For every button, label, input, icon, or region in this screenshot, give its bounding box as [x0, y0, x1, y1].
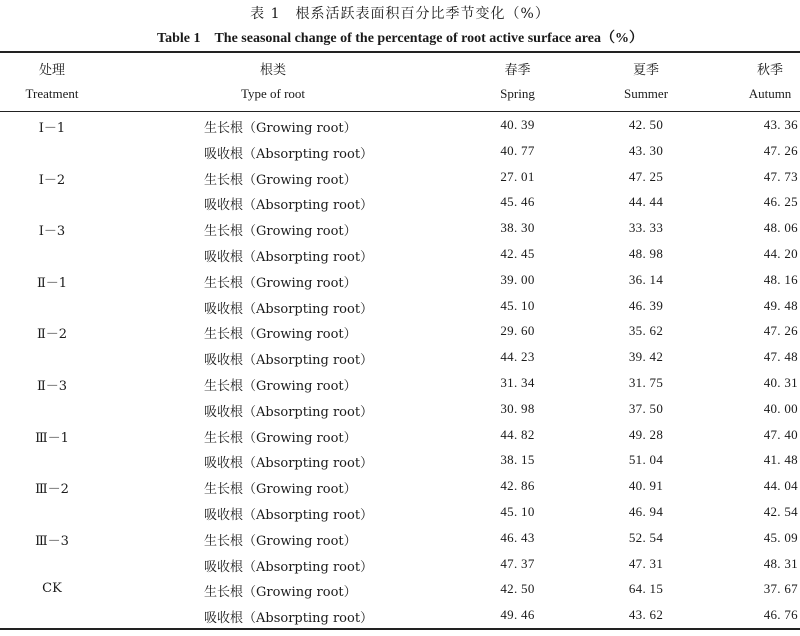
- header-autumn-cn: 秋季: [756, 63, 783, 78]
- cell-root-type: 生长根（Growing root）: [204, 430, 357, 446]
- cell-spring: 31. 34: [500, 374, 535, 390]
- cell-autumn: 45. 09: [763, 529, 798, 545]
- table-row: [0, 319, 800, 345]
- table-row: [0, 216, 800, 242]
- cell-summer: 33. 33: [628, 220, 664, 236]
- cell-autumn: 44. 04: [763, 478, 798, 494]
- cell-treatment: Ⅲ－1: [35, 430, 69, 446]
- table-bottom-rule: [0, 628, 800, 630]
- header-divider-rule: [0, 111, 800, 112]
- cell-spring: 44. 23: [500, 349, 535, 365]
- header-autumn-en: Autumn: [748, 86, 792, 101]
- cell-spring: 40. 77: [500, 142, 535, 158]
- cell-root-type: 生长根（Growing root）: [204, 275, 357, 291]
- cell-autumn: 37. 67: [763, 581, 798, 597]
- cell-spring: 47. 37: [500, 555, 535, 571]
- cell-spring: 38. 30: [500, 220, 535, 236]
- cell-root-type: 生长根（Growing root）: [204, 533, 357, 549]
- cell-autumn: 46. 25: [763, 194, 798, 210]
- table-row: [0, 190, 800, 216]
- cell-spring: 45. 46: [500, 194, 535, 210]
- header-summer: [596, 59, 696, 105]
- cell-root-type: 生长根（Growing root）: [204, 585, 357, 601]
- table-row: [0, 268, 800, 294]
- table-title-english: Table 1 The seasonal change of the percentage of root active surface area（%）: [157, 31, 643, 46]
- table-row: [0, 448, 800, 474]
- header-summer-en: Summer: [623, 86, 669, 101]
- cell-summer: 49. 28: [628, 426, 664, 442]
- cell-autumn: 44. 20: [763, 245, 798, 261]
- table-row: [0, 113, 800, 139]
- cell-spring: 39. 00: [500, 271, 535, 287]
- cell-autumn: 46. 76: [763, 607, 798, 623]
- cell-autumn: 48. 31: [763, 555, 798, 571]
- cell-treatment: Ⅲ－2: [35, 482, 69, 498]
- cell-autumn: 42. 54: [763, 503, 798, 519]
- cell-treatment: CK: [42, 581, 62, 597]
- table-body: [0, 113, 800, 629]
- cell-spring: 46. 43: [500, 529, 535, 545]
- cell-summer: 51. 04: [628, 452, 664, 468]
- cell-spring: 45. 10: [500, 503, 535, 519]
- cell-spring: 29. 60: [500, 323, 535, 339]
- cell-summer: 39. 42: [628, 349, 664, 365]
- cell-autumn: 40. 31: [763, 374, 798, 390]
- cell-root-type: 吸收根（Absorpting root）: [204, 456, 374, 472]
- cell-summer: 46. 94: [628, 503, 664, 519]
- cell-summer: 48. 98: [628, 245, 664, 261]
- cell-spring: 30. 98: [500, 400, 535, 416]
- cell-root-type: 生长根（Growing root）: [204, 121, 357, 136]
- table-row: [0, 165, 800, 191]
- cell-spring: 49. 46: [500, 607, 535, 623]
- header-autumn: [740, 59, 800, 105]
- header-spring: [470, 59, 565, 105]
- cell-treatment: Ⅱ－2: [36, 327, 68, 343]
- cell-spring: 40. 39: [500, 117, 535, 132]
- cell-treatment: Ⅱ－1: [36, 275, 68, 291]
- cell-spring: 44. 82: [500, 426, 535, 442]
- cell-summer: 52. 54: [628, 529, 664, 545]
- cell-summer: 44. 44: [628, 194, 664, 210]
- cell-root-type: 吸收根（Absorpting root）: [204, 249, 374, 265]
- cell-summer: 43. 30: [628, 142, 664, 158]
- cell-autumn: 47. 26: [763, 323, 798, 339]
- cell-root-type: 生长根（Growing root）: [204, 172, 357, 188]
- cell-summer: 35. 62: [628, 323, 664, 339]
- cell-autumn: 49. 48: [763, 297, 798, 313]
- table-row: [0, 345, 800, 371]
- cell-autumn: 47. 26: [763, 142, 798, 158]
- header-summer-cn: 夏季: [632, 63, 659, 78]
- cell-spring: 45. 10: [500, 297, 535, 313]
- header-type-en: Type of root: [240, 86, 306, 101]
- cell-autumn: 47. 40: [763, 426, 798, 442]
- cell-summer: 37. 50: [628, 400, 664, 416]
- table-row: [0, 500, 800, 526]
- cell-spring: 38. 15: [500, 452, 535, 468]
- table-row: [0, 526, 800, 552]
- cell-root-type: 生长根（Growing root）: [204, 224, 357, 240]
- table-title-chinese: 表 1 根系活跃表面积百分比季节变化（%）: [250, 6, 550, 22]
- cell-summer: 46. 39: [628, 297, 664, 313]
- header-type-cn: 根类: [259, 63, 286, 78]
- cell-root-type: 吸收根（Absorpting root）: [204, 301, 374, 317]
- cell-autumn: 48. 06: [763, 220, 798, 236]
- table-row: [0, 474, 800, 500]
- header-treatment: [0, 59, 104, 105]
- table-top-rule: [0, 51, 800, 53]
- cell-summer: 42. 50: [628, 117, 664, 132]
- table-row: [0, 139, 800, 165]
- cell-autumn: 43. 36: [763, 117, 798, 132]
- cell-autumn: 47. 73: [763, 168, 798, 184]
- cell-root-type: 吸收根（Absorpting root）: [204, 559, 374, 575]
- cell-treatment: Ⅰ－1: [38, 121, 66, 136]
- cell-summer: 47. 25: [628, 168, 664, 184]
- cell-spring: 42. 45: [500, 245, 535, 261]
- cell-treatment: Ⅰ－3: [38, 224, 66, 240]
- table-row: [0, 423, 800, 449]
- cell-root-type: 吸收根（Absorpting root）: [204, 507, 374, 523]
- cell-autumn: 47. 48: [763, 349, 798, 365]
- cell-root-type: 吸收根（Absorpting root）: [204, 353, 374, 369]
- cell-autumn: 41. 48: [763, 452, 798, 468]
- table-row: [0, 603, 800, 629]
- table-row: [0, 294, 800, 320]
- cell-root-type: 吸收根（Absorpting root）: [204, 146, 374, 162]
- cell-root-type: 生长根（Growing root）: [204, 482, 357, 498]
- cell-root-type: 生长根（Growing root）: [204, 378, 357, 394]
- table-row: [0, 397, 800, 423]
- table-row: [0, 552, 800, 578]
- header-spring-en: Spring: [500, 86, 535, 101]
- cell-autumn: 48. 16: [763, 271, 798, 287]
- cell-treatment: Ⅲ－3: [35, 533, 69, 549]
- cell-treatment: Ⅱ－3: [36, 378, 68, 394]
- cell-summer: 31. 75: [628, 374, 664, 390]
- cell-spring: 42. 86: [500, 478, 535, 494]
- header-treatment-en: Treatment: [25, 86, 79, 101]
- header-root-type: [183, 59, 363, 105]
- cell-summer: 40. 91: [628, 478, 664, 494]
- cell-spring: 42. 50: [500, 581, 535, 597]
- table-row: [0, 242, 800, 268]
- header-treatment-cn: 处理: [38, 63, 65, 78]
- table-row: [0, 371, 800, 397]
- cell-root-type: 吸收根（Absorpting root）: [204, 611, 374, 627]
- cell-root-type: 吸收根（Absorpting root）: [204, 198, 374, 214]
- cell-summer: 64. 15: [628, 581, 664, 597]
- table-row: [0, 577, 800, 603]
- cell-root-type: 吸收根（Absorpting root）: [204, 404, 374, 420]
- cell-root-type: 生长根（Growing root）: [204, 327, 357, 343]
- cell-autumn: 40. 00: [763, 400, 798, 416]
- header-spring-cn: 春季: [504, 63, 531, 78]
- cell-summer: 43. 62: [628, 607, 664, 623]
- cell-summer: 47. 31: [628, 555, 664, 571]
- cell-summer: 36. 14: [628, 271, 664, 287]
- cell-treatment: Ⅰ－2: [38, 172, 66, 188]
- cell-spring: 27. 01: [500, 168, 535, 184]
